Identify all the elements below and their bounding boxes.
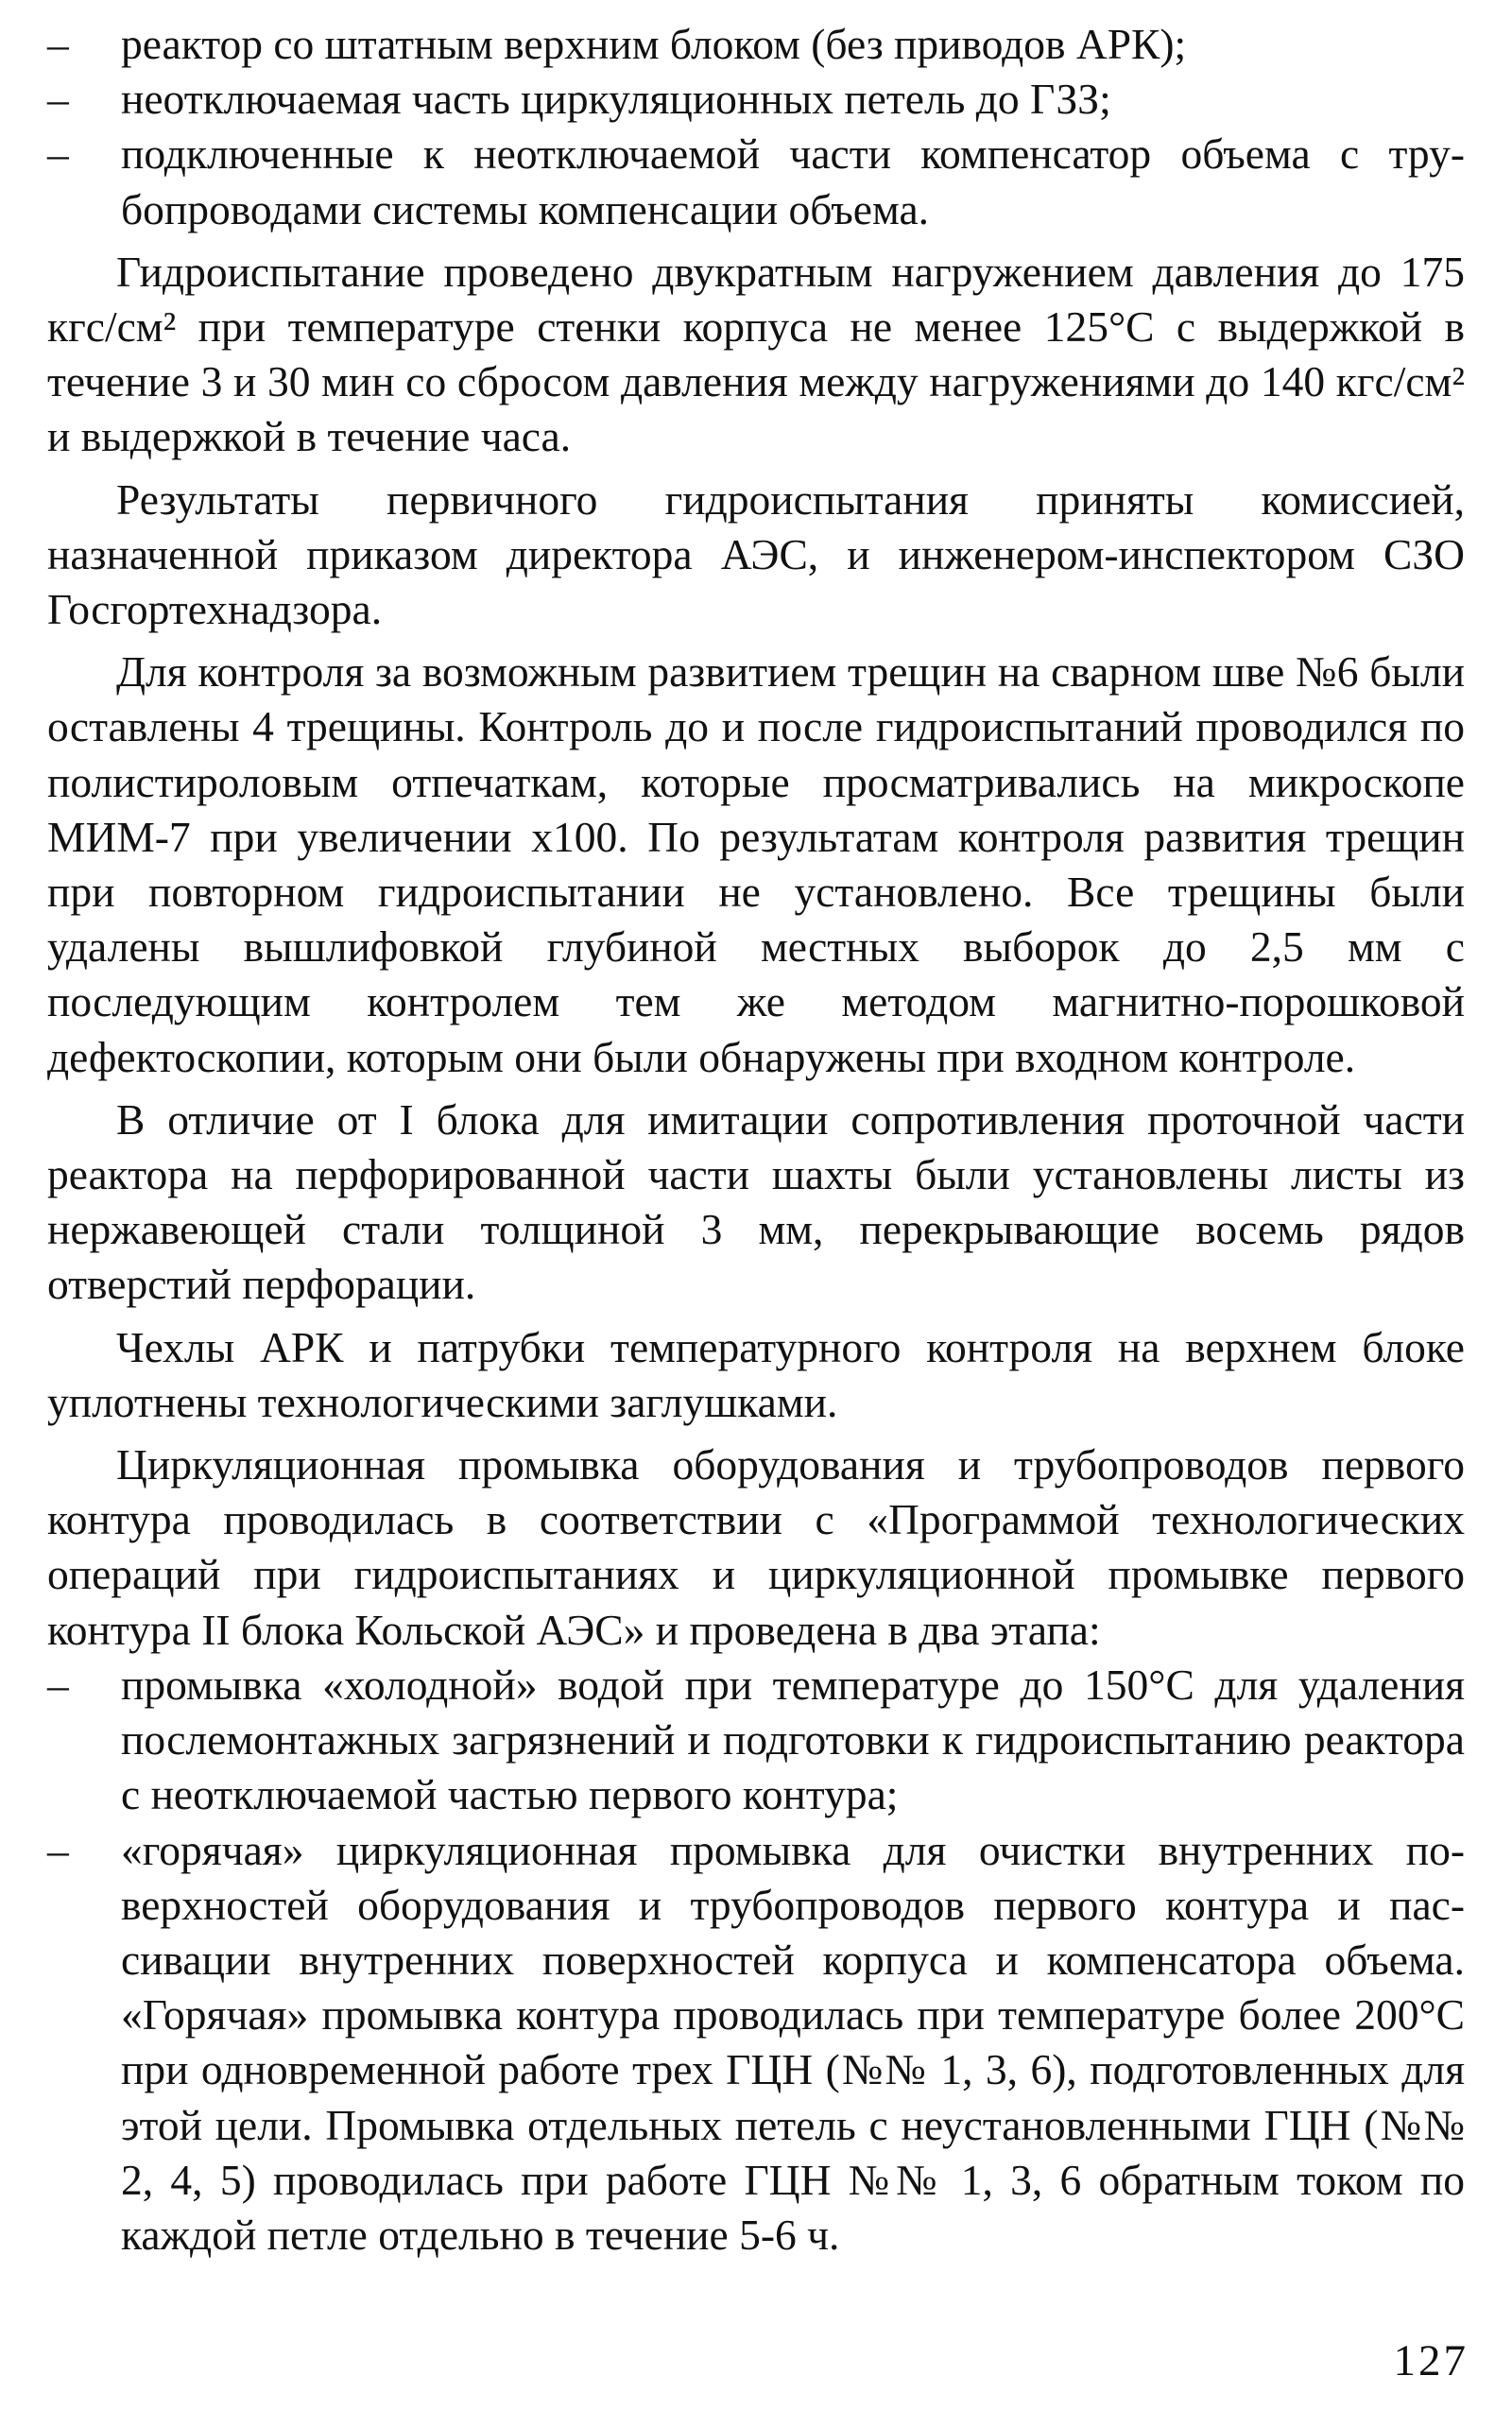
list-item-text: промывка «холодной» водой при температуре до 150°С для удаления послемонтажных загрязнений и подготовки к гидроиспытанию реактора с неотключаемой частью первого контура;	[121, 1660, 1465, 1819]
list-item	[47, 1658, 1465, 1823]
list-dash: –	[47, 1660, 69, 1709]
list-dash: –	[47, 20, 69, 68]
list-dash: –	[47, 129, 69, 179]
list-item-text: реактор со штатным верхним блоком (без приводов АРК);	[121, 20, 1187, 68]
paragraph-hydrotest: Гидроиспытание проведено двукратным нагружением давления до 175 кгс/см² при температуре стенки корпуса не менее 125°С с выдержкой в течение 3 и 30 мин со сбросом давления между нагружениями до 140 кгс/см² и выдержкой в течение часа.	[47, 247, 1465, 461]
list-item-text: неотключаемая часть циркуляционных петель до ГЗЗ;	[121, 75, 1111, 124]
page-number: 127	[1393, 2336, 1469, 2385]
paragraph-cracks: Для контроля за возможным развитием трещин на сварном шве №6 были оставлены 4 трещины. Контроль до и после гидроиспытаний проводился по полистироловым отпечаткам, которые просматривались на микроскопе МИМ-7 при увеличении x100. По результатам контроля развития трещин при повторном гидроиспытании не установлено. Все трещины были удалены вышлифовкой глубиной местных выборок до 2,5 мм с последующим контролем тем же методом магнитно-порошковой дефектоскопии, которым они были обнаружены при входном контроле.	[47, 647, 1465, 1081]
paragraph-sealing: Чехлы АРК и патрубки температурного контроля на верхнем блоке уплотнены технологическими заглушками.	[47, 1322, 1465, 1426]
list-dash: –	[47, 1825, 69, 1874]
list-item	[47, 1823, 1465, 2264]
page-body	[47, 17, 1465, 2263]
list-item-text: подключенные к неотключаемой части компенсатор объема с трубопроводами системы компенсации объема.	[121, 129, 1465, 233]
list-item	[47, 127, 1465, 236]
list-item-text: «горячая» циркуляционная промывка для очистки внутренних поверхностей оборудования и трубопроводов первого контура и пассивации внутренних поверхностей корпуса и компенсатора объема. «Горячая» промывка контура проводилась при температуре более 200°С при одновременной работе трех ГЦН (№№ 1, 3, 6), подготовленных для этой цели. Промывка отдельных петель с неустановленными ГЦН (№№ 2, 4, 5) проводилась при работе ГЦН №№ 1, 3, 6 обратным током по каждой петле отдельно в течение 5-6 ч.	[121, 1825, 1465, 2259]
paragraph-block-difference: В отличие от I блока для имитации сопротивления проточной части реактора на перфорированной части шахты были установлены листы из нержавеющей стали толщиной 3 мм, перекрывающие восемь рядов отверстий перфорации.	[47, 1094, 1465, 1309]
paragraph-results: Результаты первичного гидроиспытания приняты комиссией, назначенной приказом директора АЭС, и инженером-инспектором СЗО Госгортехнадзора.	[47, 474, 1465, 634]
list-dash: –	[47, 75, 69, 124]
paragraph-flushing: Циркуляционная промывка оборудования и трубопроводов первого контура проводилась в соответствии с «Программой технологических операций при гидроиспытаниях и циркуляционной промывке первого контура II блока Кольской АЭС» и проведена в два этапа:	[47, 1440, 1465, 1654]
list-item	[47, 17, 1465, 72]
list-item	[47, 72, 1465, 127]
